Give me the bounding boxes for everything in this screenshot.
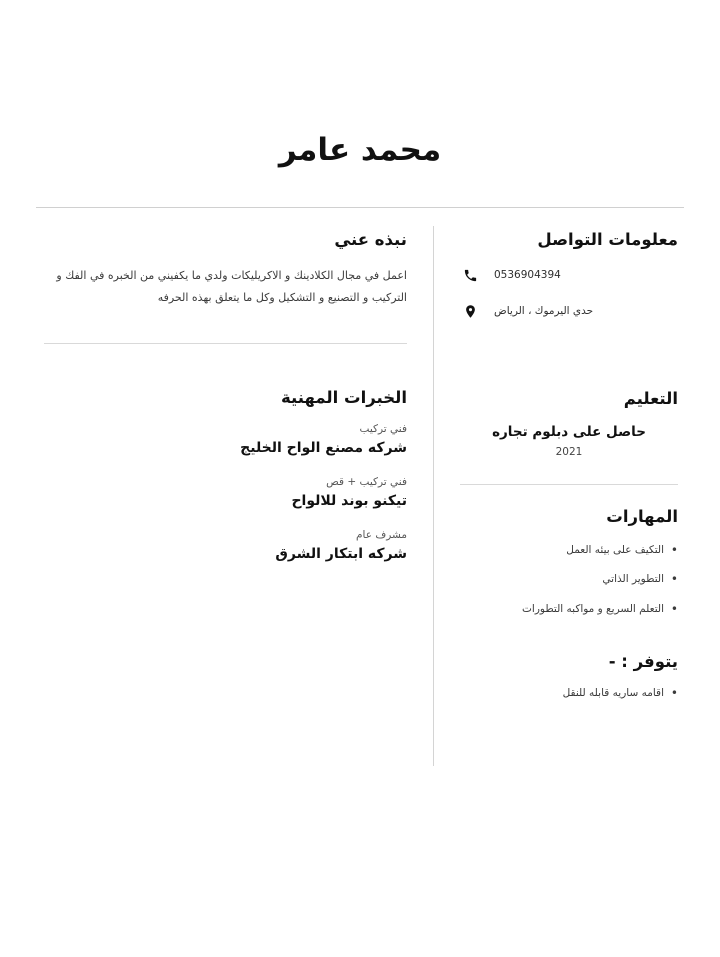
list-item: • التكيف على بيئه العمل — [460, 542, 678, 558]
experience-company: شركه ابتكار الشرق — [275, 546, 407, 563]
experience-section-title: الخبرات المهنية — [280, 388, 407, 408]
experience-item — [44, 529, 407, 562]
contact-section-title: معلومات التواصل — [537, 230, 678, 250]
spacer-about-experience — [44, 344, 407, 388]
experience-role: فني تركيب + قص — [326, 476, 407, 489]
list-item: • التعلم السريع و مواكبه التطورات — [460, 601, 678, 617]
skills-section-title: المهارات — [606, 507, 678, 527]
experience-role: فني تركيب — [359, 423, 407, 436]
left-column — [36, 208, 433, 766]
skills-list — [460, 542, 678, 617]
experience-company: شركه مصنع الواح الخليج — [240, 440, 407, 457]
column-divider — [433, 226, 434, 766]
page-title: محمد عامر — [278, 132, 442, 168]
contact-row-location — [460, 301, 678, 321]
availability-list — [460, 685, 678, 701]
education-degree: حاصل على دبلوم تجاره — [492, 424, 646, 441]
experience-item — [44, 476, 407, 509]
experience-item — [44, 423, 407, 456]
phone-value: 0536904394 — [494, 269, 561, 282]
spacer-skills-availability — [460, 630, 678, 652]
education-year: 2021 — [555, 446, 583, 459]
list-item: • اقامه ساريه قابله للنقل — [460, 685, 678, 701]
contact-list — [460, 265, 678, 321]
about-text: اعمل في مجال الكلادينك و الاكريليكات ولدي ما يكفيني من الخبره في الفك و التركيب و التصنيع و التشكيل وكل ما يتعلق بهذه الحرفه — [56, 269, 407, 305]
availability-section-title: يتوفر : - — [608, 651, 678, 671]
location-value: حدي اليرموك ، الرياض — [494, 305, 594, 318]
list-item: • التطوير الذاتي — [460, 571, 678, 587]
contact-row-phone — [460, 265, 678, 285]
location-pin-icon — [460, 301, 480, 321]
content-columns — [36, 208, 684, 766]
experience-company: تيكنو بوند للالواح — [291, 493, 407, 510]
right-column — [434, 208, 684, 766]
education-skills-divider — [460, 484, 678, 485]
experience-role: مشرف عام — [356, 529, 407, 542]
spacer-contact-education — [460, 337, 678, 389]
education-section-title: التعليم — [623, 389, 678, 409]
about-section-title: نبذه عني — [334, 230, 407, 250]
name-block — [36, 0, 684, 169]
phone-icon — [460, 265, 480, 285]
